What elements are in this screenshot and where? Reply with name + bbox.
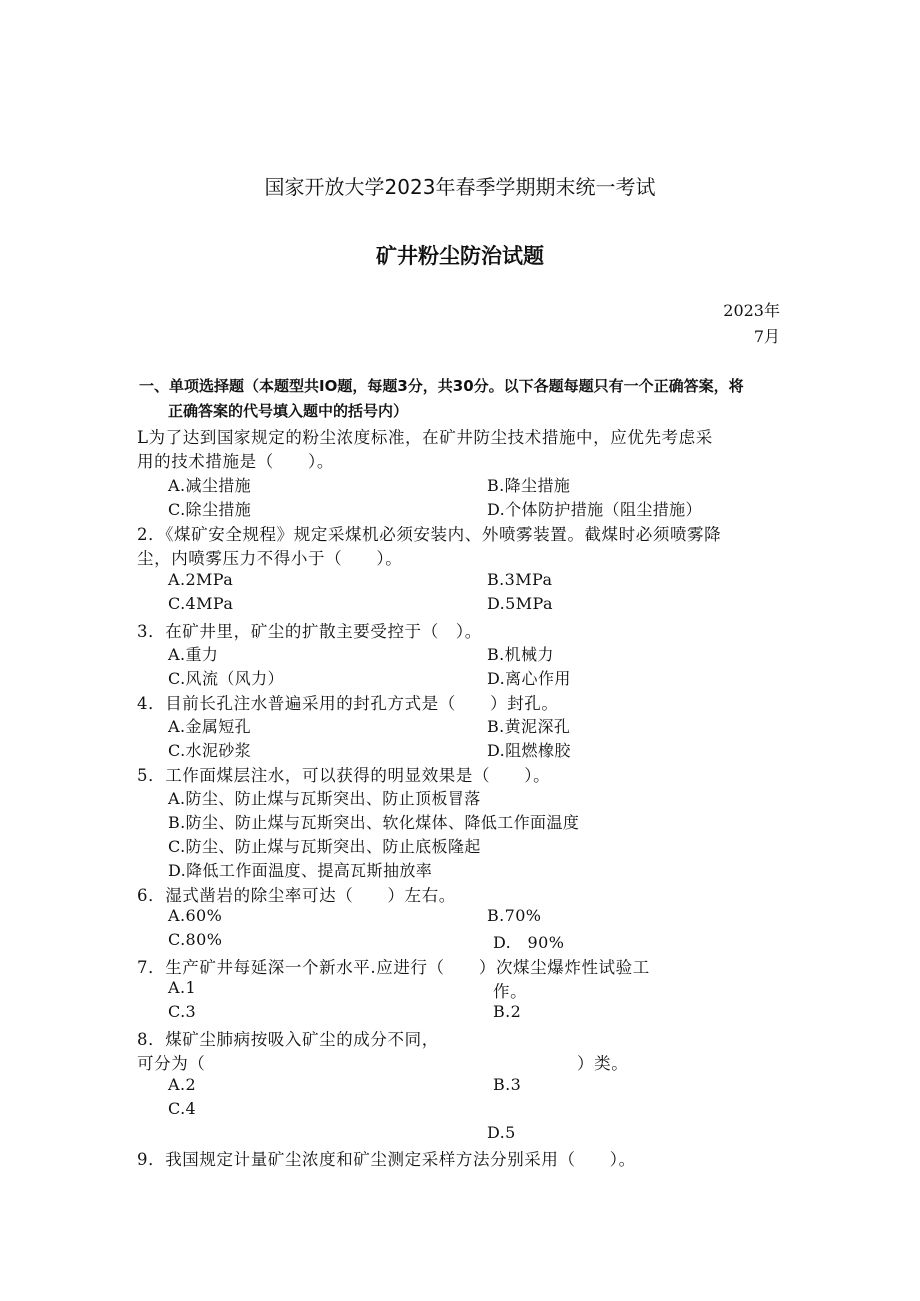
question-7-option-c: C.3 <box>168 1002 197 1021</box>
question-4-option-a: A.金属短孔 <box>168 717 252 736</box>
section-heading-line2: 正确答案的代号填入题中的括号内） <box>168 402 409 420</box>
question-6-option-d: D. 90% <box>493 933 565 952</box>
question-7-option-a: A.1 <box>168 978 197 997</box>
question-7-option-b: B.2 <box>493 1002 522 1021</box>
question-1-line2: 用的技术措施是（ ）。 <box>137 452 334 471</box>
question-8-option-a: A.2 <box>168 1075 197 1094</box>
question-8-option-d: D.5 <box>487 1123 516 1142</box>
question-1-option-b: B.降尘措施 <box>487 476 571 495</box>
exam-title: 矿井粉尘防治试题 <box>376 244 544 268</box>
question-3-option-d: D.离心作用 <box>487 669 571 688</box>
question-3-option-c: C.风流（风力） <box>168 669 284 688</box>
question-5-option-d: D.降低工作面温度、提高瓦斯抽放率 <box>168 861 433 880</box>
question-4-option-b: B.黄泥深孔 <box>487 717 571 736</box>
question-3-option-a: A.重力 <box>168 645 219 664</box>
question-4-option-c: C.水泥砂浆 <box>168 741 252 760</box>
question-1-option-c: C.除尘措施 <box>168 500 252 519</box>
question-6-option-a: A.60% <box>168 906 223 925</box>
question-3-line1: 3．在矿井里，矿尘的扩散主要受控于（ ）。 <box>137 622 482 641</box>
question-2-line1: 2．《煤矿安全规程》规定采煤机必须安装内、外喷雾装置。截煤时必须喷雾降 <box>137 525 722 544</box>
question-4-option-d: D.阻燃橡胶 <box>487 741 571 760</box>
question-3-option-b: B.机械力 <box>487 645 554 664</box>
university-exam-line: 国家开放大学2023年春季学期期末统一考试 <box>264 175 656 199</box>
question-2-option-a: A.2MPa <box>168 570 234 589</box>
question-7-line1-continuation: 作。 <box>493 982 528 1001</box>
question-8-line2-end: ）类。 <box>577 1054 629 1073</box>
question-6-option-b: B.70% <box>487 906 542 925</box>
question-5-line1: 5．工作面煤层注水，可以获得的明显效果是（ ）。 <box>137 766 551 785</box>
question-1-option-a: A.减尘措施 <box>168 476 252 495</box>
question-6-line1: 6．湿式凿岩的除尘率可达（ ）左右。 <box>137 886 456 905</box>
question-9-line1: 9．我国规定计量矿尘浓度和矿尘测定采样方法分别采用（ ）。 <box>137 1150 636 1169</box>
question-1-option-d: D.个体防护措施（阻尘措施） <box>487 500 702 519</box>
question-5-option-a: A.防尘、防止煤与瓦斯突出、防止顶板冒落 <box>168 789 481 808</box>
question-8-option-c: C.4 <box>168 1099 197 1118</box>
question-8-line1: 8．煤矿尘肺病按吸入矿尘的成分不同， <box>137 1030 439 1049</box>
question-4-line1: 4．目前长孔注水普遍采用的封孔方式是（ ）封孔。 <box>137 694 559 713</box>
question-5-option-b: B.防尘、防止煤与瓦斯突出、软化煤体、降低工作面温度 <box>168 813 580 832</box>
question-2-option-b: B.3MPa <box>487 570 553 589</box>
exam-date-month: 7月 <box>753 327 780 346</box>
question-1-line1: L为了达到国家规定的粉尘浓度标准，在矿井防尘技术措施中，应优先考虑采 <box>137 428 713 447</box>
question-7-line1: 7．生产矿井每延深一个新水平.应进行（ ）次煤尘爆炸性试验工 <box>137 958 650 977</box>
exam-date-year: 2023年 <box>723 301 780 320</box>
question-8-line2-start: 可分为（ <box>137 1054 206 1073</box>
question-2-option-c: C.4MPa <box>168 594 234 613</box>
question-2-option-d: D.5MPa <box>487 594 553 613</box>
question-2-line2: 尘，内喷雾压力不得小于（ ）。 <box>137 549 403 568</box>
question-8-option-b: B.3 <box>493 1075 522 1094</box>
section-heading-line1: 一、单项选择题（本题型共IO题，每题3分，共30分。以下各题每题只有一个正确答案，将 <box>139 377 744 395</box>
question-6-option-c: C.80% <box>168 930 223 949</box>
question-5-option-c: C.防尘、防止煤与瓦斯突出、防止底板隆起 <box>168 837 481 856</box>
